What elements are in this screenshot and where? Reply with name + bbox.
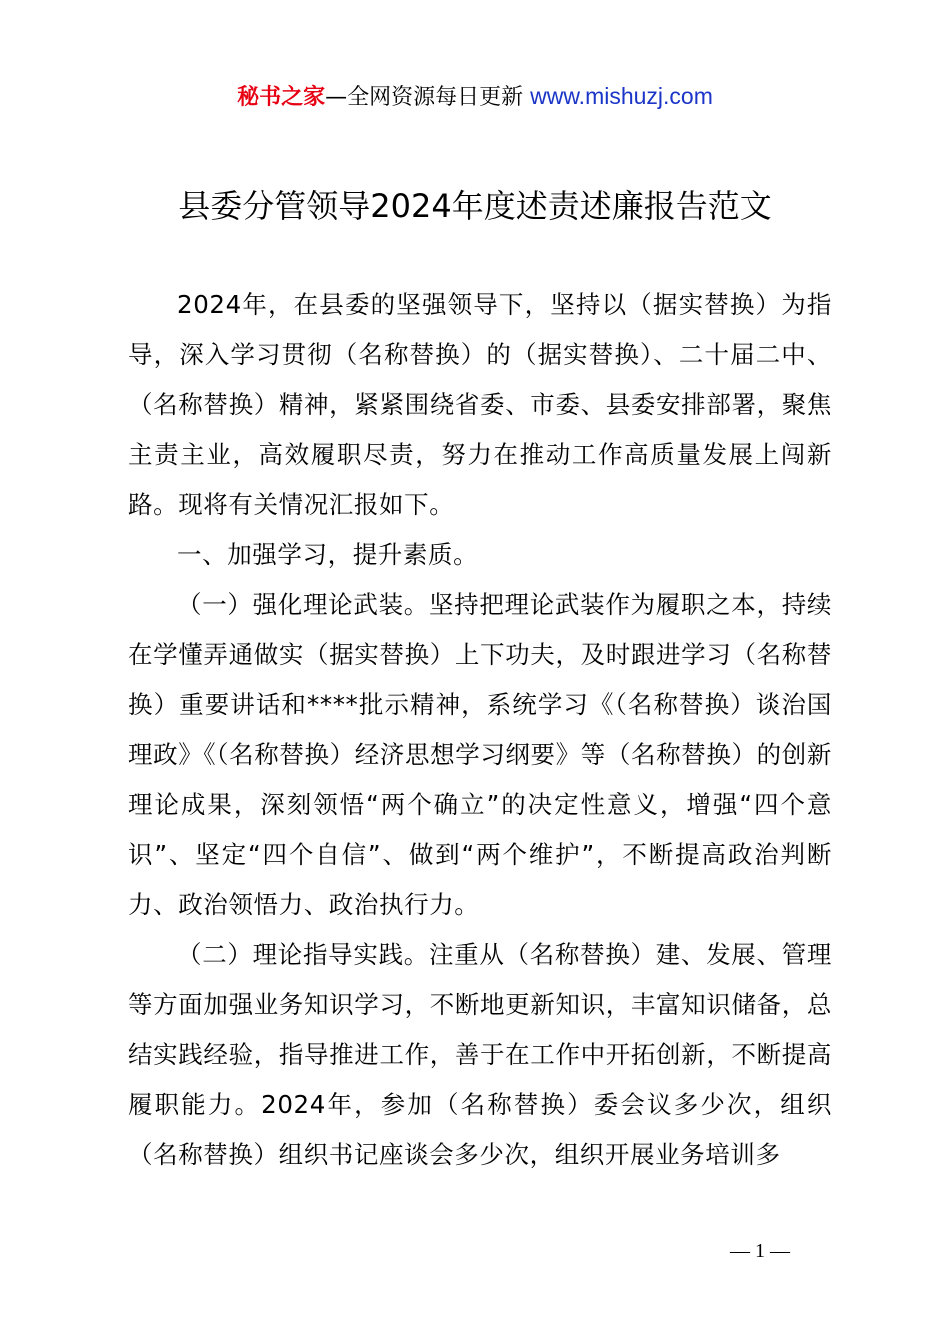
document-body	[128, 280, 832, 1180]
site-header	[0, 80, 950, 114]
site-tagline: —全网资源每日更新	[325, 85, 531, 110]
paragraph-theory-arming: （一）强化理论武装。坚持把理论武装作为履职之本，持续在学懂弄通做实（据实替换）上下功夫，及时跟进学习（名称替换）重要讲话和****批示精神，系统学习《（名称替换）谈治国理政》《（名称替换）经济思想学习纲要》等（名称替换）的创新理论成果，深刻领悟“两个确立”的决定性意义，增强“四个意识”、坚定“四个自信”、做到“两个维护”，不断提高政治判断力、政治领悟力、政治执行力。	[128, 590, 832, 919]
paragraph-theory-practice: （二）理论指导实践。注重从（名称替换）建、发展、管理等方面加强业务知识学习，不断地更新知识，丰富知识储备，总结实践经验，指导推进工作，善于在工作中开拓创新，不断提高履职能力。2024年，参加（名称替换）委会议多少次，组织（名称替换）组织书记座谈会多少次，组织开展业务培训多	[128, 940, 832, 1169]
document-title: 县委分管领导2024年度述责述廉报告范文	[178, 187, 772, 225]
site-brand: 秘书之家	[237, 85, 326, 110]
page-number: — 1 —	[730, 1240, 790, 1262]
section-heading-1: 一、加强学习，提升素质。	[177, 540, 479, 569]
paragraph-intro: 2024年，在县委的坚强领导下，坚持以（据实替换）为指导，深入学习贯彻（名称替换）的（据实替换）、二十届二中、（名称替换）精神，紧紧围绕省委、市委、县委安排部署，聚焦主责主业，高效履职尽责，努力在推动工作高质量发展上闯新路。现将有关情况汇报如下。	[128, 290, 832, 519]
site-url-link[interactable]: www.mishuzj.com	[530, 83, 713, 109]
